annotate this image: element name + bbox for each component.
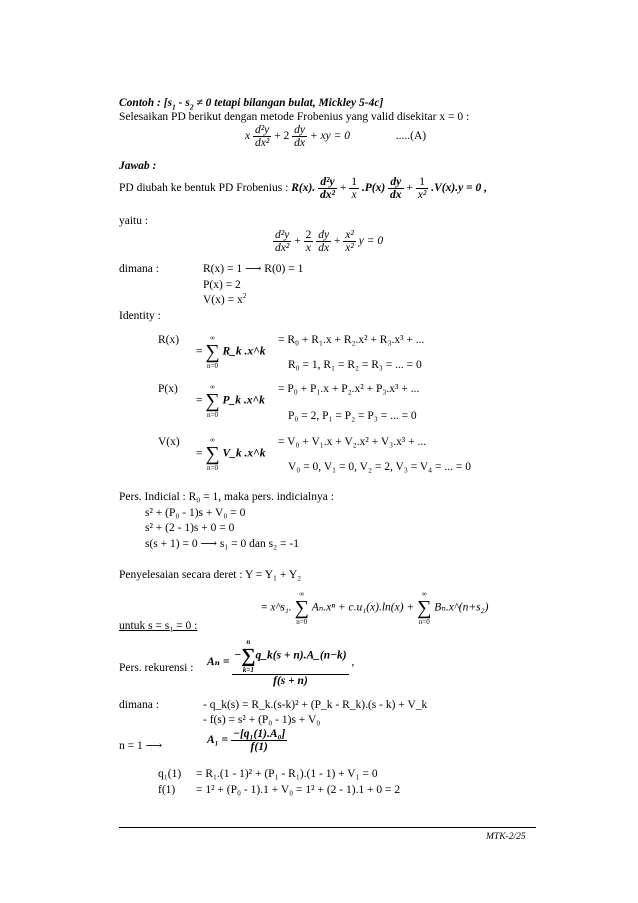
identity-v-expansion: = V₀ + V₁.x + V₂.x² + V₃.x³ + ... xyxy=(278,436,427,448)
series-solution-intro: Penyelesaian secara deret : Y = Y₁ + Y₂ xyxy=(119,569,302,581)
f1-label: f(1) xyxy=(158,784,176,796)
n1-formula: A₁ = $\frac{\text{−[q₁(1).A₀]}}{f(1)}$ xyxy=(207,728,286,753)
frobenius-dy-fraction: $\frac{dy}{dx}$ xyxy=(390,176,402,201)
dimana-line-1: R(x) = 1 ⟶ R(0) = 1 xyxy=(203,263,304,275)
indicial-line-1: s² + (P₀ - 1)s + V₀ = 0 xyxy=(145,507,246,519)
recurrence-label: Pers. rekurensi : xyxy=(119,662,194,674)
recurrence-formula: Aₙ = − n ∑ k=1 q_k(s + n).A_(n−k) f(s + n) , xyxy=(207,638,355,687)
answer-heading: Jawab : xyxy=(119,160,157,172)
dimana-2-line-2: - f(s) = s² + (P₀ - 1)s + V₀ xyxy=(203,714,321,726)
indicial-intro: Pers. Indicial : R₀ = 1, maka pers. indicialnya : xyxy=(119,491,334,503)
q1-calc: = R₁.(1 - 1)² + (P₁ - R₁).(1 - 1) + V₁ = 0 xyxy=(196,768,378,780)
q1-label: q₁(1) xyxy=(158,768,182,780)
dimana-line-3: $V(x) = x^2$ xyxy=(203,291,247,306)
n1-fraction: $\frac{\text{−[q₁(1).A₀]}}{f(1)}$ xyxy=(232,728,286,753)
series-solution-formula: = x^s₁. ∞ ∑ n=0 Aₙ.xⁿ + c.u₁(x).ln(x) + ∞ ∑ n=0 Bₙ.x^(n+s₂) xyxy=(261,590,489,626)
norm-x2-over-x2: $\frac{\text{x²}}{\text{x²}}$ xyxy=(345,229,354,254)
sum-symbol: ∞ ∑ n=0 xyxy=(294,590,309,626)
identity-p-label: P(x) xyxy=(158,383,178,395)
dimana-line-2: P(x) = 2 xyxy=(203,279,241,291)
sum-symbol: ∞ ∑ n=0 xyxy=(205,334,220,370)
identity-p-expansion: = P₀ + P₁.x + P₂.x² + P₃.x³ + ... xyxy=(278,383,420,395)
identity-r-expansion: = R₀ + R₁.x + R₂.x² + R₃.x³ + ... xyxy=(278,334,425,346)
page-footer: MTK-2/25 xyxy=(486,832,526,842)
norm-2-over-x: $\frac{2}{x}$ xyxy=(305,229,312,254)
norm-dy-dx: $\frac{dy}{dx}$ xyxy=(318,229,330,254)
identity-p-sum: = ∞ ∑ n=0 P_k .x^k xyxy=(196,383,265,419)
indicial-line-3: s(s + 1) = 0 ⟶ s₁ = 0 dan s₂ = -1 xyxy=(145,538,299,550)
sum-symbol: n ∑ k=1 xyxy=(241,638,256,674)
footer-rule xyxy=(119,827,536,828)
example-heading: Contoh : [$s_1 - s_2 \ne 0$ tetapi bilangan bulat, Mickley 5-4c] xyxy=(119,97,384,112)
f1-calc: = 1² + (P₀ - 1).1 + V₀ = 1² + (2 - 1).1 + 0 = 2 xyxy=(196,784,401,796)
identity-label: Identity : xyxy=(119,310,161,322)
sum-symbol: ∞ ∑ n=0 xyxy=(417,590,432,626)
identity-v-label: V(x) xyxy=(158,436,180,448)
recurrence-fraction: − n ∑ k=1 q_k(s + n).A_(n−k) f(s + n) xyxy=(234,638,347,687)
identity-p-values: P₀ = 2, P₁ = P₂ = P₃ = ... = 0 xyxy=(288,410,417,422)
normalized-ode: $\frac{\text{d²y}}{\text{dx²}}$ + $\frac{2}{x}$ $\frac{dy}{dx}$ + $\frac{\text{x²}}{\text{x²}}$ y = 0 xyxy=(275,229,384,254)
identity-v-sum: = ∞ ∑ n=0 V_k .x^k xyxy=(196,436,266,472)
dimana-2-line-1: - q_k(s) = R_k.(s-k)² + (P_k - R_k).(s - k) + V_k xyxy=(203,699,428,711)
n1-label: n = 1 ⟶ xyxy=(119,740,163,752)
identity-r-label: R(x) xyxy=(158,334,180,346)
frobenius-one-over-x2: $\frac{1}{\text{x²}}$ xyxy=(417,176,427,201)
norm-d2y-fraction: $\frac{\text{d²y}}{\text{dx²}}$ xyxy=(275,229,290,254)
frobenius-form: PD diubah ke bentuk PD Frobenius : R(x). $\frac{\text{d²y}}{\text{dx²}}$ + $\frac{1}{x}$ .P(x) $\frac{dy}{dx}$ + $\frac{1}{\text{x²}}$ .V(x).y = 0 , xyxy=(119,176,487,201)
dimana-label: dimana : xyxy=(119,263,159,275)
d2y-dx2-fraction: $\frac{\text{d²y}}{\text{dx²}}$ xyxy=(254,124,270,149)
dimana-2-label: dimana : xyxy=(119,699,159,711)
indicial-line-2: s² + (2 - 1)s + 0 = 0 xyxy=(145,522,235,534)
yaitu-label: yaitu : xyxy=(119,215,149,227)
identity-v-values: V₀ = 0, V₁ = 0, V₂ = 2, V₃ = V₄ = ... = 0 xyxy=(288,461,472,473)
problem-statement: Selesaikan PD berikut dengan metode Frobenius yang valid disekitar x = 0 : xyxy=(119,111,470,123)
frobenius-d2y-fraction: $\frac{\text{d²y}}{\text{dx²}}$ xyxy=(320,176,335,201)
ode-equation: x $\frac{\text{d²y}}{\text{dx²}}$ + 2 $\frac{dy}{dx}$ + xy = 0 .....(A) xyxy=(245,124,427,149)
case-heading: untuk s = s₁ = 0 : xyxy=(119,620,198,632)
identity-r-sum: = ∞ ∑ n=0 R_k .x^k xyxy=(196,334,266,370)
sum-symbol: ∞ ∑ n=0 xyxy=(205,436,220,472)
sum-symbol: ∞ ∑ n=0 xyxy=(205,383,220,419)
identity-r-values: R₀ = 1, R₁ = R₂ = R₃ = ... = 0 xyxy=(288,359,422,371)
frobenius-one-over-x: $\frac{1}{x}$ xyxy=(351,176,357,201)
dy-dx-fraction: $\frac{dy}{dx}$ xyxy=(294,124,306,149)
